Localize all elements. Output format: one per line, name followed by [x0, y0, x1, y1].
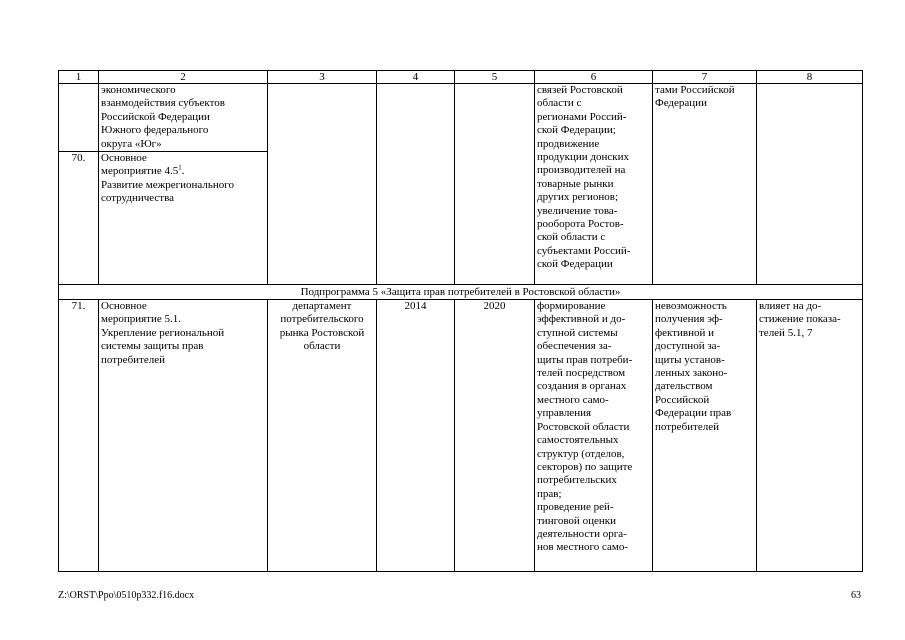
start-year-cell [377, 84, 455, 285]
responsible-cell: департамент потребительского рынка Ростовской области [268, 300, 377, 572]
expected-result-cell: связей Ростовской области с регионами Россий- ской Федерации; продвижение продукции донских производителей на товарные рынки других регионов; увеличение това- рооборота Ростов- ской области с субъектами Россий- ской Федерации [535, 84, 653, 285]
table-row [59, 84, 863, 152]
header-cell: 6 [535, 71, 653, 84]
activity-name-text-cont: . Развитие межрегионального сотрудничества [101, 165, 234, 205]
header-cell: 3 [268, 71, 377, 84]
indicators-cell [757, 84, 863, 285]
row-number-cell: 71. [59, 300, 99, 572]
activity-name-cell: экономического взанмодействия субъектов Российской Федерации Южного федерального округа «Юг» [99, 84, 268, 152]
consequences-cell: тами Российской Федерации [653, 84, 757, 285]
header-cell: 2 [99, 71, 268, 84]
footnote-marker: 1 [178, 163, 182, 172]
indicators-cell: влияет на до- стижение показа- телей 5.1, 7 [757, 300, 863, 572]
expected-result-cell: формирование эффективной и до- ступной системы обеспечения за- щиты прав потреби- телей посредством создания в органах местного само- управления Ростовской области самостоятельных структур (отделов, секторов) по защите потребительских прав; проведение рей- тинговой оценки деятельности орга- нов местного само- [535, 300, 653, 572]
footer-page-number: 63 [851, 590, 861, 601]
header-cell: 1 [59, 71, 99, 84]
activity-name-cell: Основное мероприятие 5.1. Укрепление региональной системы защиты прав потребителей [99, 300, 268, 572]
footer-file-path: Z:\ORST\Ppo\0510p332.f16.docx [58, 590, 195, 601]
start-year-cell: 2014 [377, 300, 455, 572]
responsible-cell [268, 84, 377, 285]
activities-table [58, 70, 863, 572]
table-header-row [59, 71, 863, 84]
activity-name-text: Основное мероприятие 4.5 [101, 152, 179, 178]
end-year-cell: 2020 [455, 300, 535, 572]
row-number-cell [59, 84, 99, 152]
row-number-cell: 70. [59, 152, 99, 285]
subprogram-row [59, 285, 863, 300]
subprogram-title: Подпрограмма 5 «Защита прав потребителей в Ростовской области» [59, 285, 863, 300]
header-cell: 4 [377, 71, 455, 84]
end-year-cell [455, 84, 535, 285]
consequences-cell: невозможность получения эф- фективной и доступной за- щиты установ- ленных законо- дательством Российской Федерации прав потребителей [653, 300, 757, 572]
header-cell: 8 [757, 71, 863, 84]
header-cell: 5 [455, 71, 535, 84]
table-row [59, 300, 863, 572]
activity-name-cell [99, 152, 268, 285]
header-cell: 7 [653, 71, 757, 84]
